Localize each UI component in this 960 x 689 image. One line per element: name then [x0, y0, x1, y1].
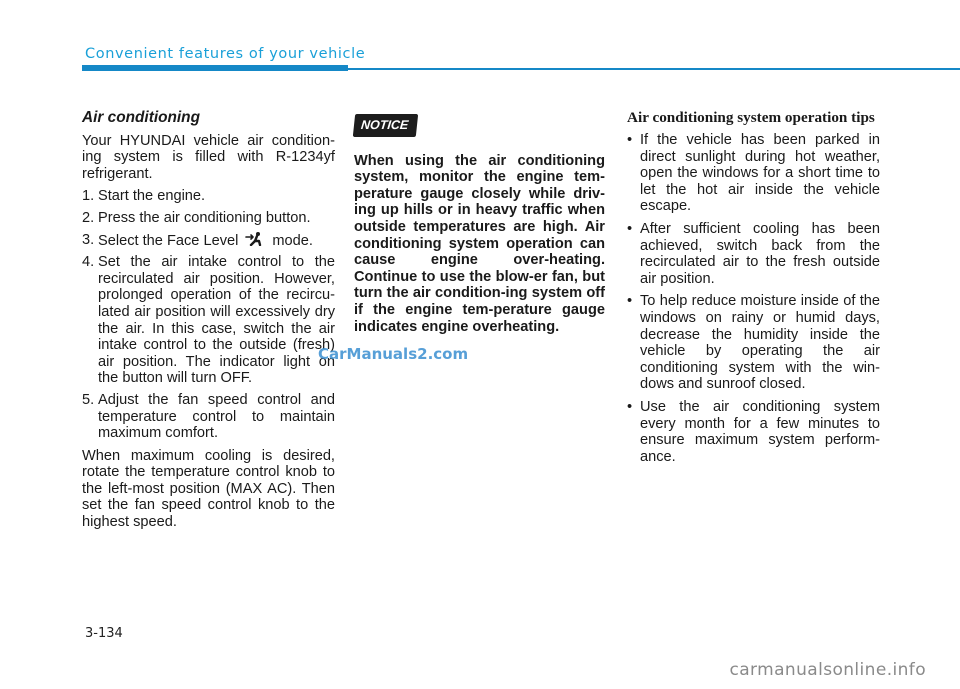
- tip-item: [627, 293, 880, 393]
- carmanuals-watermark: CarManuals2.com: [318, 345, 469, 363]
- column-notice: [354, 110, 605, 335]
- face-level-icon: [244, 232, 266, 246]
- tip-text: Use the air conditioning system every month for a few minutes to ensure maximum system perform-ance.: [640, 398, 880, 465]
- bullet-icon: •: [627, 220, 633, 237]
- step-number: 5.: [82, 391, 95, 408]
- tips-heading: Air conditioning system operation tips: [627, 109, 875, 126]
- tip-item: [627, 399, 880, 465]
- step-text: Start the engine.: [98, 188, 206, 205]
- air-conditioning-heading: Air conditioning: [82, 109, 200, 126]
- steps-list: [82, 188, 335, 441]
- max-cooling-paragraph: When maximum cooling is desired, rotate the temperature control knob to the left-most position (MAX AC). Then set the fan speed control knob to the highest speed.: [82, 447, 335, 531]
- header-rule: [348, 68, 960, 70]
- step-item: [82, 232, 335, 250]
- step-item: [82, 210, 335, 227]
- step-number: 1.: [82, 188, 95, 205]
- step-text: Set the air intake control to the recirculated air position. However, prolonged operation of the recircu-lated air position will excessively dry the air. In this case, switch the air intake control to the outside (fresh) air position. The indicator light on the button will turn OFF.: [98, 254, 335, 387]
- notice-text: When using the air conditioning system, monitor the engine tem-perature gauge closely while driv-ing up hills or in heavy traffic when outside temperatures are high. Air conditioning system operation can cause engine over-heating. Continue to use the blow-er fan, but turn the air condition-ing system off if the engine tem-perature gauge indicates engine overheating.: [354, 152, 605, 335]
- step-item: [82, 392, 335, 442]
- tip-item: [627, 221, 880, 287]
- step-text: Adjust the fan speed control and temperature control to maintain maximum comfort.: [98, 391, 335, 442]
- bullet-icon: •: [627, 132, 633, 148]
- notice-badge: NOTICE: [353, 114, 419, 137]
- bullet-icon: •: [627, 398, 633, 415]
- bullet-icon: •: [627, 293, 633, 310]
- footer-watermark: carmanualsonline.info: [729, 660, 926, 680]
- header-accent-bar: [82, 65, 348, 71]
- step-text-after-icon: mode.: [272, 232, 313, 249]
- step-number: 2.: [82, 209, 95, 226]
- column-tips: [627, 110, 880, 471]
- column-air-conditioning: [82, 110, 335, 537]
- tip-text: After sufficient cooling has been achieved, switch back from the recirculated air to the fresh outside air position.: [640, 220, 880, 287]
- step-text-before-icon: Select the Face Level: [98, 232, 239, 249]
- step-number: 4.: [82, 254, 95, 271]
- page-number: 3-134: [85, 626, 123, 641]
- tip-text: If the vehicle has been parked in direct sunlight during hot weather, open the windows for a short time to let the hot air inside the vehicle escape.: [640, 132, 880, 215]
- step-text: Press the air conditioning button.: [98, 209, 311, 226]
- tip-text: To help reduce moisture inside of the windows on rainy or humid days, decrease the humidity inside the vehicle by operating the air conditioning system with the win-dows and sunroof closed.: [640, 293, 880, 393]
- step-number: 3.: [82, 231, 95, 248]
- tips-list: [627, 132, 880, 465]
- intro-paragraph: Your HYUNDAI vehicle air condition-ing system is filled with R-1234yf refrigerant.: [82, 132, 335, 182]
- step-item: [82, 188, 335, 205]
- section-header-title: Convenient features of your vehicle: [85, 46, 366, 62]
- step-item: [82, 254, 335, 387]
- tip-item: [627, 132, 880, 215]
